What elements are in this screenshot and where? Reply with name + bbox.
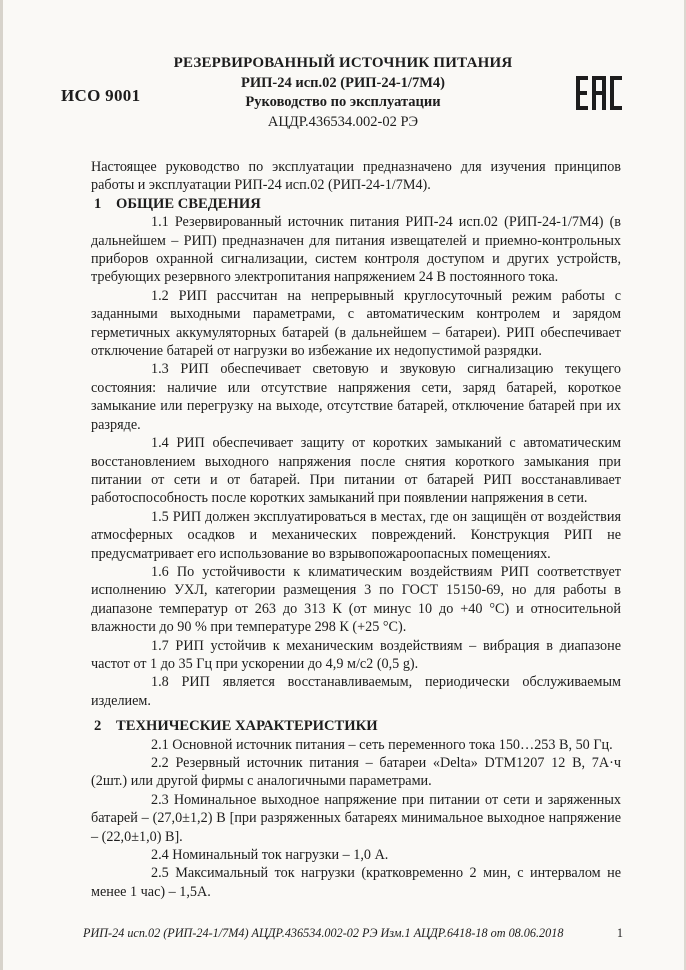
document-header (153, 54, 533, 132)
title-line-3: Руководство по эксплуатации (245, 94, 441, 110)
intro-paragraph: Настоящее руководство по эксплуатации предназначено для изучения принципов работы и эксплуатации РИП-24 исп.02 (РИП-24-1/7М4). (91, 159, 621, 194)
document-body (91, 158, 621, 901)
paragraph-1-5: 1.5 РИП должен эксплуатироваться в местах, где он защищён от воздействия атмосферных осадков и механических повреждений. Конструкция РИП не предусматривает его использование во взрывопожароопасных помещениях. (91, 508, 621, 562)
title-line-4: АЦДР.436534.002-02 РЭ (267, 113, 419, 130)
section-heading-2 (91, 717, 621, 735)
page-number: 1 (616, 926, 623, 940)
paragraph-1-4: 1.4 РИП обеспечивает защиту от коротких замыканий с автоматическим восстановлением выходного напряжения после снятия короткого замыкания при питании от сети и от батарей. При питании от батарей РИП восстанавливает работоспособность после коротких замыканий при появлении напряжения в сети. (91, 435, 621, 507)
section-number: 2 (94, 718, 102, 735)
section-heading-1 (91, 195, 621, 213)
footer-document-ref: РИП-24 исп.02 (РИП-24-1/7М4) АЦДР.436534.002-02 РЭ Изм.1 АЦДР.6418-18 от 08.06.2018 (83, 926, 564, 940)
paragraph-1-7: 1.7 РИП устойчив к механическим воздействиям – вибрация в диапазоне частот от 1 до 35 Гц при ускорении до 4,9 м/с2 (0,5 g). (91, 637, 621, 672)
paragraph-2-5: 2.5 Максимальный ток нагрузки (кратковременно 2 мин, с интервалом не менее 1 час) – 1,5А. (91, 865, 621, 900)
iso-label: ИСО 9001 (61, 86, 141, 105)
paragraph-1-3: 1.3 РИП обеспечивает световую и звуковую сигнализацию текущего состояния: наличие или отсутствие напряжения сети, заряд батарей, короткое замыкание или перегрузку на выходе, отсутствие батарей, отключение батарей при их разряде. (91, 361, 621, 433)
paragraph-2-2: 2.2 Резервный источник питания – батареи «Delta» DTM1207 12 В, 7А·ч (2шт.) или другой фирмы с аналогичными параметрами. (91, 755, 621, 790)
page-footer (83, 926, 623, 941)
paragraph-1-2: 1.2 РИП рассчитан на непрерывный круглосуточный режим работы с заданными выходными параметрами, с автоматическим контролем и зарядом герметичных аккумуляторных батарей (в дальнейшем – батареи). РИП обеспечивает отключение батарей от нагрузки во избежание их недопустимой разрядки. (91, 287, 621, 360)
paragraph-1-1: 1.1 Резервированный источник питания РИП-24 исп.02 (РИП-24-1/7М4) (в дальнейшем – РИП) предназначен для питания извещателей и приемно-контрольных приборов охранной сигнализации, систем контроля доступом и других устройств, требующих резервного электропитания напряжением 24 В постоянного тока. (91, 214, 621, 286)
paragraph-1-6: 1.6 По устойчивости к климатическим воздействиям РИП соответствует исполнению УХЛ, категории размещения 3 по ГОСТ 15150-69, но для работы в диапазоне температур от 263 до 313 К (от минус 10 до +40 °С) и относительной влажности до 90 % при температуре 298 К (+25 °С). (91, 563, 621, 636)
paragraph-2-1: 2.1 Основной источник питания – сеть переменного тока 150…253 В, 50 Гц. (151, 736, 613, 753)
title-line-2: РИП-24 исп.02 (РИП-24-1/7М4) (241, 74, 445, 91)
eac-mark-icon (575, 74, 623, 112)
paragraph-1-8: 1.8 РИП является восстанавливаемым, периодически обслуживаемым изделием. (91, 674, 621, 709)
section-number: 1 (94, 195, 102, 212)
paragraph-2-3: 2.3 Номинальное выходное напряжение при питании от сети и заряженных батарей – (27,0±1,2) В [при разряженных батареях минимальное выходное напряжение – (22,0±1,0) В]. (91, 791, 621, 845)
section-title: ТЕХНИЧЕСКИЕ ХАРАКТЕРИСТИКИ (116, 718, 378, 735)
title-line-1: РЕЗЕРВИРОВАННЫЙ ИСТОЧНИК ПИТАНИЯ (173, 55, 513, 71)
paragraph-2-4: 2.4 Номинальный ток нагрузки – 1,0 А. (151, 847, 389, 864)
section-title: ОБЩИЕ СВЕДЕНИЯ (116, 195, 261, 212)
